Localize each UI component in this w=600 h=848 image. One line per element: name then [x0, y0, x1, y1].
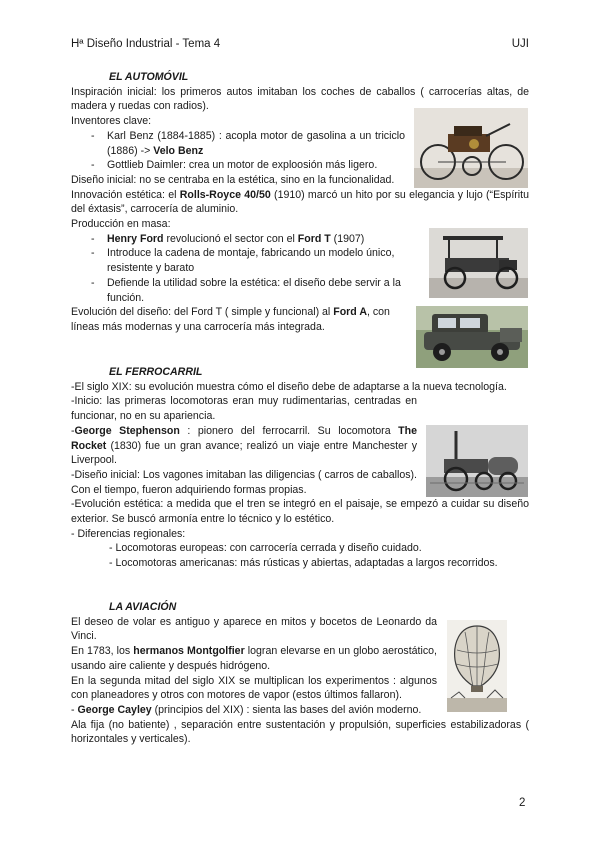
- auto-bullet-cadena: - Introduce la cadena de montaje, fabricando un modelo único, resistente y barato: [71, 246, 421, 275]
- rail-item-europeas: - Locomotoras europeas: con carrocería cerrada y diseño cuidado.: [109, 542, 422, 555]
- auto-bullet-daimler: - Gottlieb Daimler: crea un motor de exploosión más ligero.: [71, 158, 529, 173]
- aviation-paragraph-ala-fija: Ala fija (no batiente) , separación entre sustentación y propulsión, superficies estabilizadoras ( horizontales y verticales).: [71, 718, 529, 746]
- rail-paragraph-evolucion: -Evolución estética: a medida que el tren se integró en el paisaje, se empezó a cuidar su diseño exterior. Se buscó armonía entre lo técnico y lo estético.: [71, 498, 529, 526]
- the-rocket-locomotive-photo: [426, 425, 528, 497]
- aviation-paragraph-deseo: El deseo de volar es antiguo y aparece en mitos y bocetos de Leonardo da Vinci.: [71, 615, 437, 643]
- rail-item-americanas: - Locomotoras americanas: más rústicas y abiertas, adaptadas a largos recorridos.: [109, 557, 498, 570]
- auto-bullet-utilidad: - Defiende la utilidad sobre la estética: el diseño debe servir a la función.: [71, 276, 407, 305]
- aviation-paragraph-experimentos: En la segunda mitad del siglo XIX se multiplican los experimentos : algunos con planeadores y otros con motores de vapor (estos últimos fallaron).: [71, 674, 437, 702]
- header-institution: UJI: [511, 38, 529, 50]
- auto-bullet-ford: - Henry Ford revolucionó el sector con el Ford T (1907): [71, 232, 529, 247]
- auto-paragraph-innovacion: Innovación estética: el Rolls-Royce 40/50 (1910) marcó un hito por su elegancia y lujo (“Espíritu del éxtasis”, carrocería de aluminio.: [71, 188, 529, 216]
- section-title-ferrocarril: EL FERROCARRIL: [109, 366, 203, 378]
- page-header: [71, 38, 529, 50]
- auto-mass-heading: Producción en masa:: [71, 218, 171, 231]
- rail-paragraph-diferencias: - Diferencias regionales:: [71, 527, 186, 540]
- header-title: Hª Diseño Industrial - Tema 4: [71, 38, 221, 50]
- rail-paragraph-inicio: -Inicio: las primeras locomotoras eran muy rudimentarias, centradas en funcionar, no en su apariencia.: [71, 395, 417, 423]
- page-number: 2: [519, 797, 526, 809]
- aviation-paragraph-cayley: - George Cayley (principios del XIX) : sienta las bases del avión moderno.: [71, 703, 422, 716]
- ford-a-photo: [416, 306, 528, 368]
- section-title-aviacion: LA AVIACIÓN: [109, 601, 177, 613]
- ford-t-photo: [429, 228, 528, 298]
- benz-tricycle-photo: [414, 108, 528, 188]
- montgolfier-balloon-illustration: [447, 620, 507, 712]
- auto-paragraph-evolucion: Evolución del diseño: del Ford T ( simple y funcional) al Ford A, con líneas más modernas y una carrocería más integrada.: [71, 306, 390, 333]
- auto-paragraph-diseno: Diseño inicial: no se centraba en la estética, sino en la funcionalidad.: [71, 173, 395, 186]
- aviation-paragraph-montgolfier: En 1783, los hermanos Montgolfier logran elevarse en un globo aerostático, usando aire caliente y después hidrógeno.: [71, 645, 437, 672]
- rail-paragraph-diseno: -Diseño inicial: Los vagones imitaban las diligencias ( carros de caballos). Con el tiempo, fueron adquiriendo formas propias.: [71, 468, 417, 496]
- auto-bullet-benz: - Karl Benz (1884-1885) : acopla motor de gasolina a un triciclo (1886) -> Velo Benz: [71, 129, 405, 158]
- auto-paragraph-inspiracion: Inspiración inicial: los primeros autos imitaban los coches de caballos ( carrocerías altas, de madera y ruedas con radios).: [71, 85, 529, 113]
- rail-paragraph-stephenson: -George Stephenson : pionero del ferrocarril. Su locomotora The Rocket (1830) fue un gran avance; realizó un viaje entre Manchester y Liverpool.: [71, 424, 417, 467]
- auto-inventors-heading: Inventores clave:: [71, 115, 152, 128]
- section-title-automovil: EL AUTOMÓVIL: [109, 71, 189, 83]
- rail-paragraph-siglo: -El siglo XIX: su evolución muestra cómo el diseño debe de adaptarse a la nueva tecnología.: [71, 380, 507, 393]
